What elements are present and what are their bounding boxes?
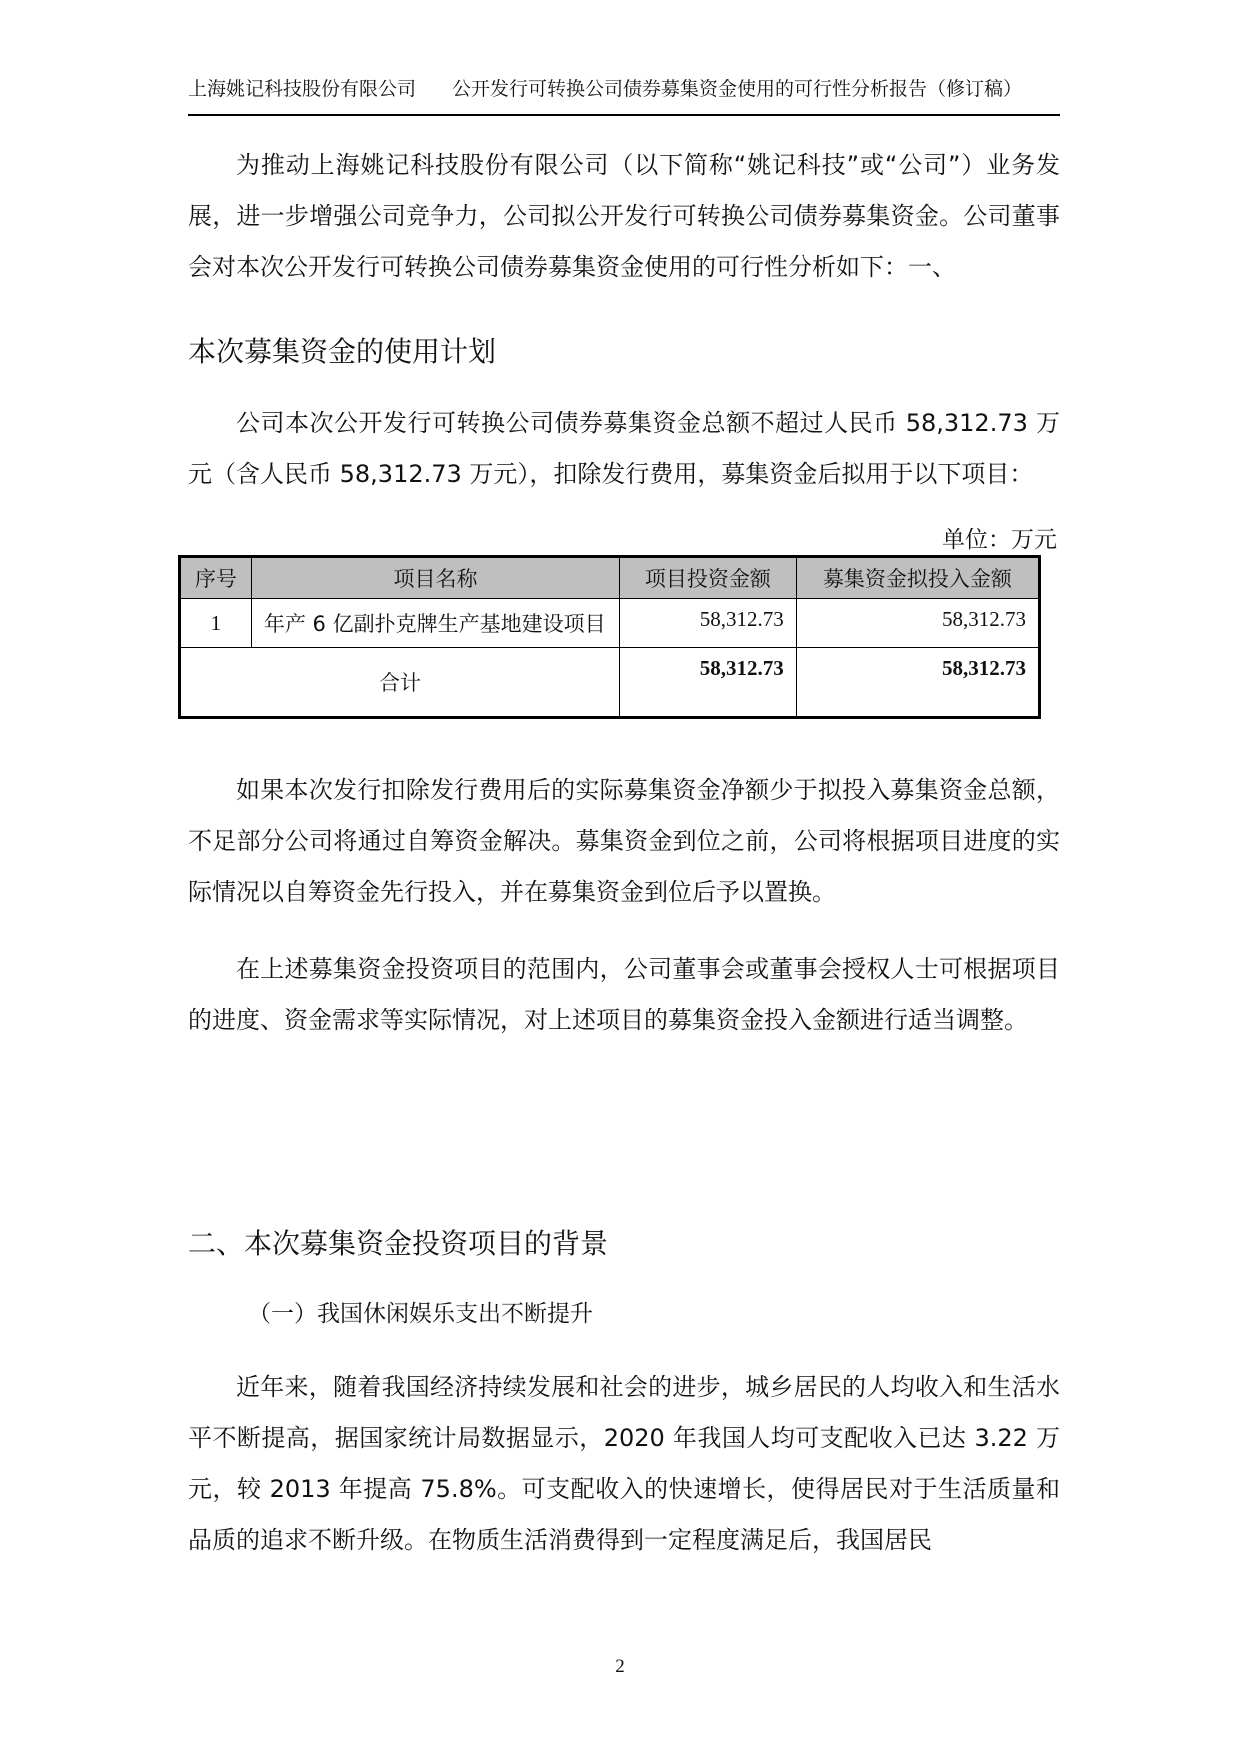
table-total-row: [180, 648, 1040, 718]
cell-raised: 58,312.73: [796, 599, 1039, 648]
col-header-no: 序号: [180, 557, 252, 599]
col-header-investment: 项目投资金额: [620, 557, 797, 599]
cell-no: 1: [180, 599, 252, 648]
col-header-raised: 募集资金拟投入金额: [796, 557, 1039, 599]
cell-investment: 58,312.73: [620, 599, 797, 648]
intro-paragraph: 为推动上海姚记科技股份有限公司（以下简称“姚记科技”或“公司”）业务发展，进一步增强公司竞争力，公司拟公开发行可转换公司债券募集资金。公司董事会对本次公开发行可转换公司债券募集资金使用的可行性分析如下：一、: [188, 151, 1060, 281]
cell-total-investment: 58,312.73: [620, 648, 797, 718]
section1-title: 本次募集资金的使用计划: [188, 335, 497, 368]
page-number: 2: [615, 1656, 625, 1677]
cell-total-label: 合计: [180, 648, 620, 718]
col-header-name: 项目名称: [251, 557, 619, 599]
cell-total-raised: 58,312.73: [796, 648, 1039, 718]
cell-project-name: 年产 6 亿副扑克牌生产基地建设项目: [251, 599, 619, 648]
subsection1-title: （一）我国休闲娱乐支出不断提升: [248, 1301, 593, 1327]
page-header: [188, 74, 1060, 101]
note-paragraph-1: 如果本次发行扣除发行费用后的实际募集资金净额少于拟投入募集资金总额，不足部分公司将通过自筹资金解决。募集资金到位之前，公司将根据项目进度的实际情况以自筹资金先行投入，并在募集资金到位后予以置换。: [188, 776, 1060, 906]
unit-label: 单位：万元: [942, 527, 1057, 553]
header-rule: [188, 114, 1060, 116]
table-row: [180, 599, 1040, 648]
section2-title: 二、本次募集资金投资项目的背景: [188, 1227, 609, 1260]
header-company: 上海姚记科技股份有限公司: [188, 78, 417, 100]
table-header-row: [180, 557, 1040, 599]
section1-paragraph: 公司本次公开发行可转换公司债券募集资金总额不超过人民币 58,312.73 万元（含人民币 58,312.73 万元），扣除发行费用，募集资金后拟用于以下项目：: [188, 409, 1060, 488]
section2-paragraph: 近年来，随着我国经济持续发展和社会的进步，城乡居民的人均收入和生活水平不断提高，据国家统计局数据显示，2020 年我国人均可支配收入已达 3.22 万元，较 2013 年提高 75.8%。可支配收入的快速增长，使得居民对于生活质量和品质的追求不断升级。在物质生活消费得到一定程度满足后，我国居民: [188, 1373, 1060, 1554]
fund-use-table: [178, 555, 1041, 719]
note-paragraph-2: 在上述募集资金投资项目的范围内，公司董事会或董事会授权人士可根据项目的进度、资金需求等实际情况，对上述项目的募集资金投入金额进行适当调整。: [188, 955, 1060, 1034]
header-report-title: 公开发行可转换公司债券募集资金使用的可行性分析报告（修订稿）: [452, 78, 1023, 100]
